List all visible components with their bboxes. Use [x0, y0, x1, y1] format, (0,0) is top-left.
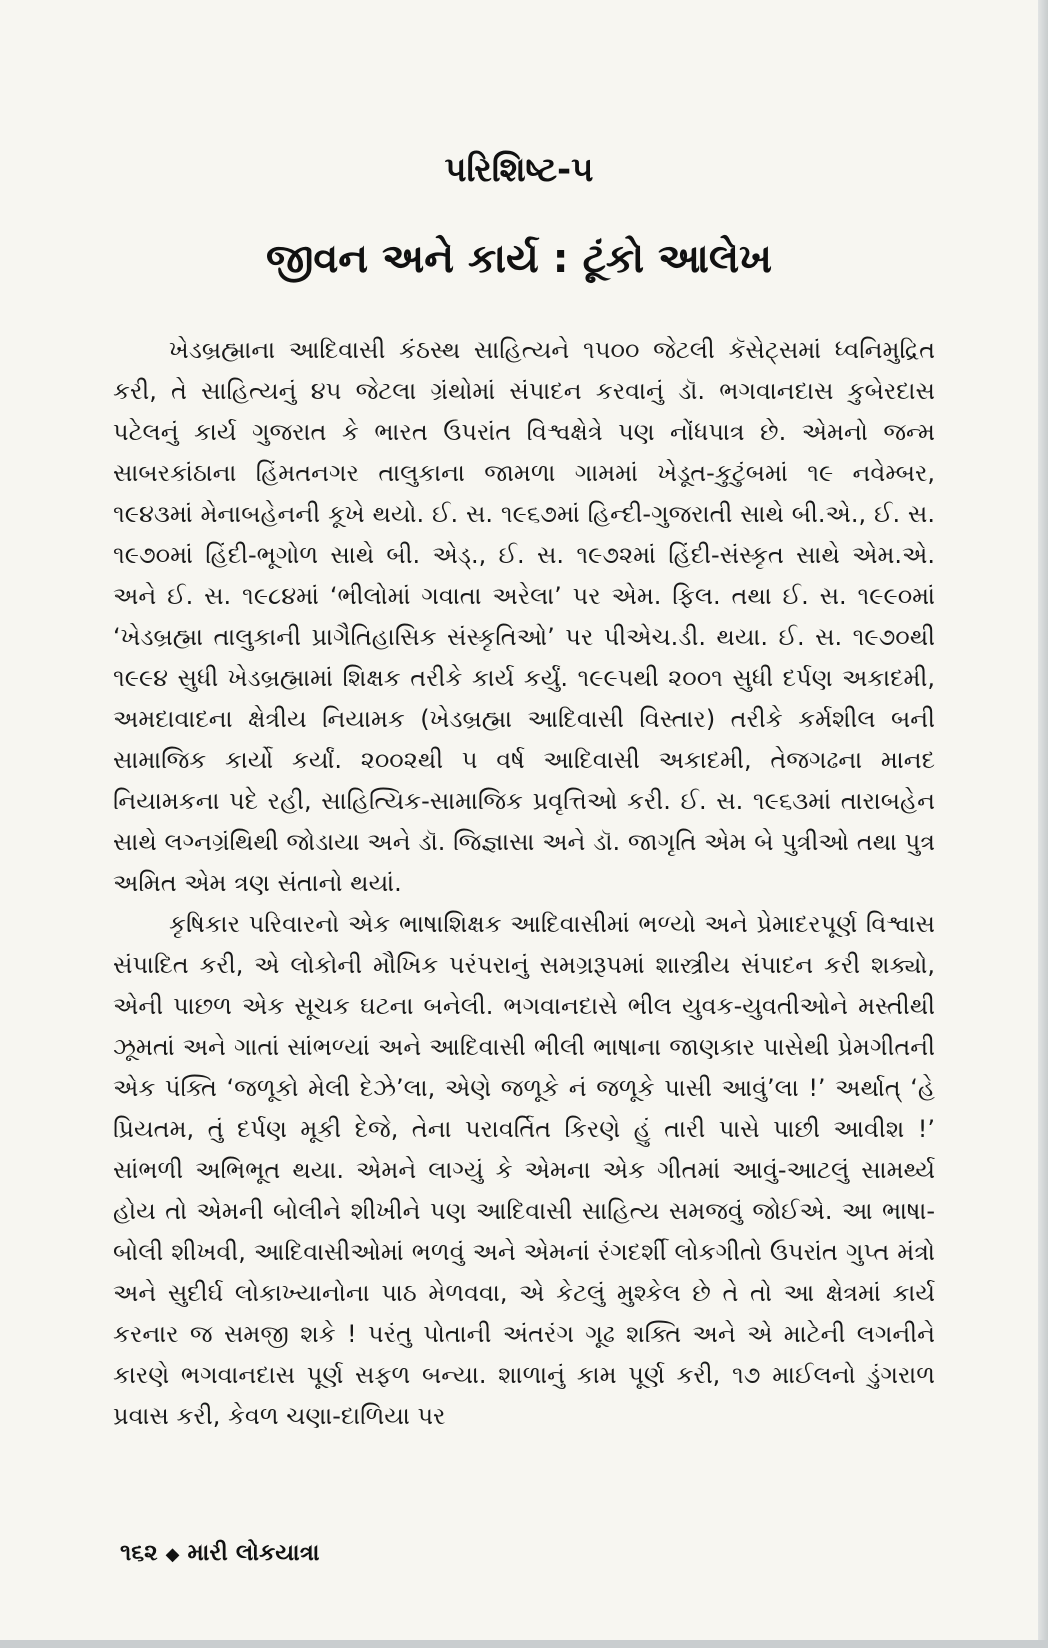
body-text — [113, 330, 935, 1437]
book-title: મારી લોકયાત્રા — [187, 1540, 320, 1566]
page-edge — [1038, 0, 1048, 1648]
diamond-icon: ◆ — [165, 1544, 180, 1565]
chapter-title: જીવન અને કાર્ય : ટૂંકો આલેખ — [265, 236, 773, 282]
paragraph: કૃષિકાર પરિવારનો એક ભાષાશિક્ષક આદિવાસીમાં ભળ્યો અને પ્રેમાદરપૂર્ણ વિશ્વાસ સંપાદિત કરી, એ લોકોની મૌખિક પરંપરાનું સમગ્રરૂપમાં શાસ્ત્રીય સંપાદન કરી શક્યો, એની પાછળ એક સૂચક ઘટના બનેલી. ભગવાનદાસે ભીલ યુવક-યુવતીઓને મસ્તીથી ઝૂમતાં અને ગાતાં સાંભળ્યાં અને આદિવાસી ભીલી ભાષાના જાણકાર પાસેથી પ્રેમગીતની એક પંક્તિ ‘જળૂકો મેલી દેઝે’લા, એણે જળૂકે નં જળૂકે પાસી આવું’લા !’ અર્થાત્ ‘હે પ્રિયતમ, તું દર્પણ મૂકી દેજે, તેના પરાવર્તિત કિરણે હું તારી પાસે પાછી આવીશ !’ સાંભળી અભિભૂત થયા. એમને લાગ્યું કે એમના એક ગીતમાં આવું-આટલું સામર્થ્ય હોય તો એમની બોલીને શીખીને પણ આદિવાસી સાહિત્ય સમજવું જોઈએ. આ ભાષા-બોલી શીખવી, આદિવાસીઓમાં ભળવું અને એમનાં રંગદર્શી લોકગીતો ઉપરાંત ગુપ્ત મંત્રો અને સુદીર્ઘ લોકાખ્યાનોના પાઠ મેળવવા, એ કેટલું મુશ્કેલ છે તે તો આ ક્ષેત્રમાં કાર્ય કરનાર જ સમજી શકે ! પરંતુ પોતાની અંતરંગ ગૂઢ શક્તિ અને એ માટેની લગનીને કારણે ભગવાનદાસ પૂર્ણ સફળ બન્યા. શાળાનું કામ પૂર્ણ કરી, ૧૭ માઈલનો ડુંગરાળ પ્રવાસ કરી, કેવળ ચણા-દાળિયા પર — [113, 910, 935, 1430]
page-footer — [120, 1540, 319, 1566]
appendix-heading: પરિશિષ્ટ-૫ — [444, 150, 594, 190]
page-edge-bottom — [0, 1640, 1048, 1648]
page-number: ૧૬૨ — [120, 1540, 158, 1566]
paragraph: ખેડબ્રહ્માના આદિવાસી કંઠસ્થ સાહિત્યને ૧૫૦૦ જેટલી કૅસેટ્સમાં ધ્વનિમુદ્રિત કરી, તે સાહિત્યનું ૪૫ જેટલા ગ્રંથોમાં સંપાદન કરવાનું ડૉ. ભગવાનદાસ કુબેરદાસ પટેલનું કાર્ય ગુજરાત કે ભારત ઉપરાંત વિશ્વક્ષેત્રે પણ નોંધપાત્ર છે. એમનો જન્મ સાબરકાંઠાના હિંમતનગર તાલુકાના જામળા ગામમાં ખેડૂત-કુટુંબમાં ૧૯ નવેમ્બર, ૧૯૪૩માં મેનાબહેનની કૂખે થયો. ઈ. સ. ૧૯૬૭માં હિન્દી-ગુજરાતી સાથે બી.એ., ઈ. સ. ૧૯૭૦માં હિંદી-ભૂગોળ સાથે બી. એડ્., ઈ. સ. ૧૯૭૨માં હિંદી-સંસ્કૃત સાથે એમ.એ. અને ઈ. સ. ૧૯૮૪માં ‘ભીલોમાં ગવાતા અરેલા’ પર એમ. ફિલ. તથા ઈ. સ. ૧૯૯૦માં ‘ખેડબ્રહ્મા તાલુકાની પ્રાગૈતિહાસિક સંસ્કૃતિઓ’ પર પીએચ.ડી. થયા. ઈ. સ. ૧૯૭૦થી ૧૯૯૪ સુધી ખેડબ્રહ્મામાં શિક્ષક તરીકે કાર્ય કર્યું. ૧૯૯૫થી ૨૦૦૧ સુધી દર્પણ અકાદમી, અમદાવાદના ક્ષેત્રીય નિયામક (ખેડબ્રહ્મા આદિવાસી વિસ્તાર) તરીકે કર્મશીલ બની સામાજિક કાર્યો કર્યાં. ૨૦૦૨થી ૫ વર્ષ આદિવાસી અકાદમી, તેજગઢના માનદ નિયામકના પદે રહી, સાહિત્યિક-સામાજિક પ્રવૃત્તિઓ કરી. ઈ. સ. ૧૯૬૩માં તારાબહેન સાથે લગ્નગ્રંથિથી જોડાયા અને ડૉ. જિજ્ઞાસા અને ડૉ. જાગૃતિ એમ બે પુત્રીઓ તથા પુત્ર અમિત એમ ત્રણ સંતાનો થયાં. — [113, 336, 935, 897]
